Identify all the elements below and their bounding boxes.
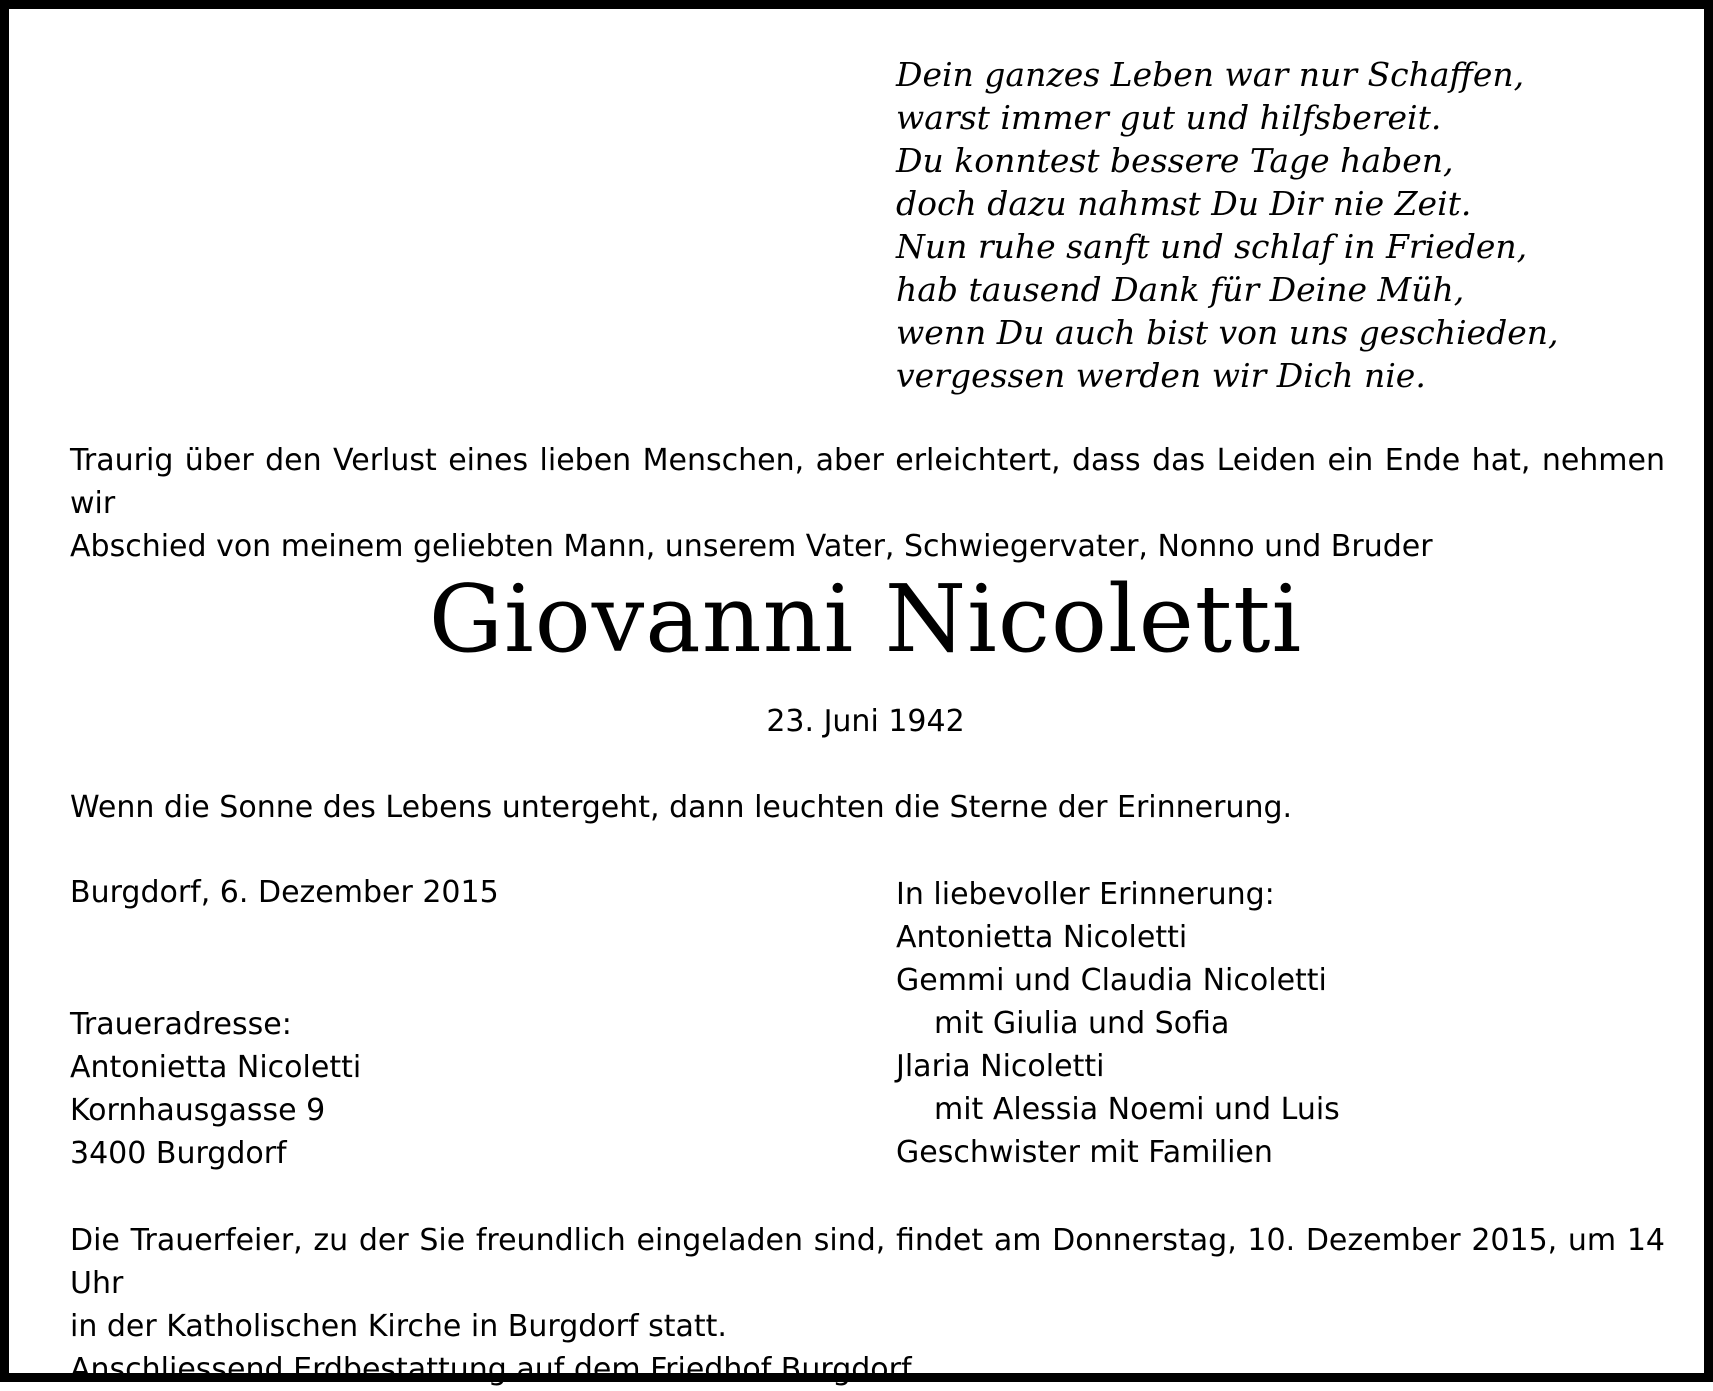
poem-line: Du konntest bessere Tage haben, <box>896 141 1454 180</box>
mourner-sub: mit Alessia Noemi und Luis <box>934 1092 1340 1127</box>
service-line: Die Trauerfeier, zu der Sie freundlich eingeladen sind, findet am Donnerstag, 10. Dezember 2015, um 14 Uhr <box>70 1223 1665 1301</box>
intro-line: Abschied von meinem geliebten Mann, unserem Vater, Schwiegervater, Nonno und Bruder <box>70 529 1433 564</box>
poem-line: warst immer gut und hilfsbereit. <box>896 98 1442 137</box>
mourner: Gemmi und Claudia Nicoletti <box>896 963 1327 998</box>
address-line: Kornhausgasse 9 <box>70 1093 326 1128</box>
poem-line: wenn Du auch bist von uns geschieden, <box>896 313 1559 352</box>
poem-line: hab tausend Dank für Deine Müh, <box>896 270 1465 309</box>
address-line: Antonietta Nicoletti <box>70 1050 362 1085</box>
poem-line: Dein ganzes Leben war nur Schaffen, <box>896 55 1525 94</box>
mourner: Jlaria Nicoletti <box>896 1049 1105 1084</box>
poem-line: doch dazu nahmst Du Dir nie Zeit. <box>896 184 1472 223</box>
mourner-sub: mit Giulia und Sofia <box>934 1006 1230 1041</box>
address-label: Traueradresse: <box>70 1007 292 1042</box>
service-info <box>70 1219 1665 1391</box>
poem <box>896 53 1558 397</box>
poem-line: vergessen werden wir Dich nie. <box>896 356 1426 395</box>
service-line: in der Katholischen Kirche in Burgdorf statt. <box>70 1309 727 1344</box>
mourners-heading: In liebevoller Erinnerung: <box>896 877 1275 912</box>
intro-line: Traurig über den Verlust eines lieben Menschen, aber erleichtert, dass das Leiden ein Ende hat, nehmen wir <box>70 443 1665 521</box>
address-line: 3400 Burgdorf <box>70 1136 287 1171</box>
mourners-list <box>896 873 1340 1174</box>
mourner: Geschwister mit Familien <box>896 1135 1273 1170</box>
deceased-name: Giovanni Nicoletti <box>428 565 1303 673</box>
memorial-quote: Wenn die Sonne des Lebens untergeht, dann leuchten die Sterne der Erinnerung. <box>70 790 1293 825</box>
mourning-address <box>70 1003 361 1175</box>
poem-line: Nun ruhe sanft und schlaf in Frieden, <box>896 227 1528 266</box>
birth-date: 23. Juni 1942 <box>766 704 965 739</box>
service-line: Anschliessend Erdbestattung auf dem Friedhof Burgdorf. <box>70 1352 919 1387</box>
mourner: Antonietta Nicoletti <box>896 920 1188 955</box>
place-date: Burgdorf, 6. Dezember 2015 <box>70 875 499 910</box>
intro-paragraph <box>70 439 1665 568</box>
